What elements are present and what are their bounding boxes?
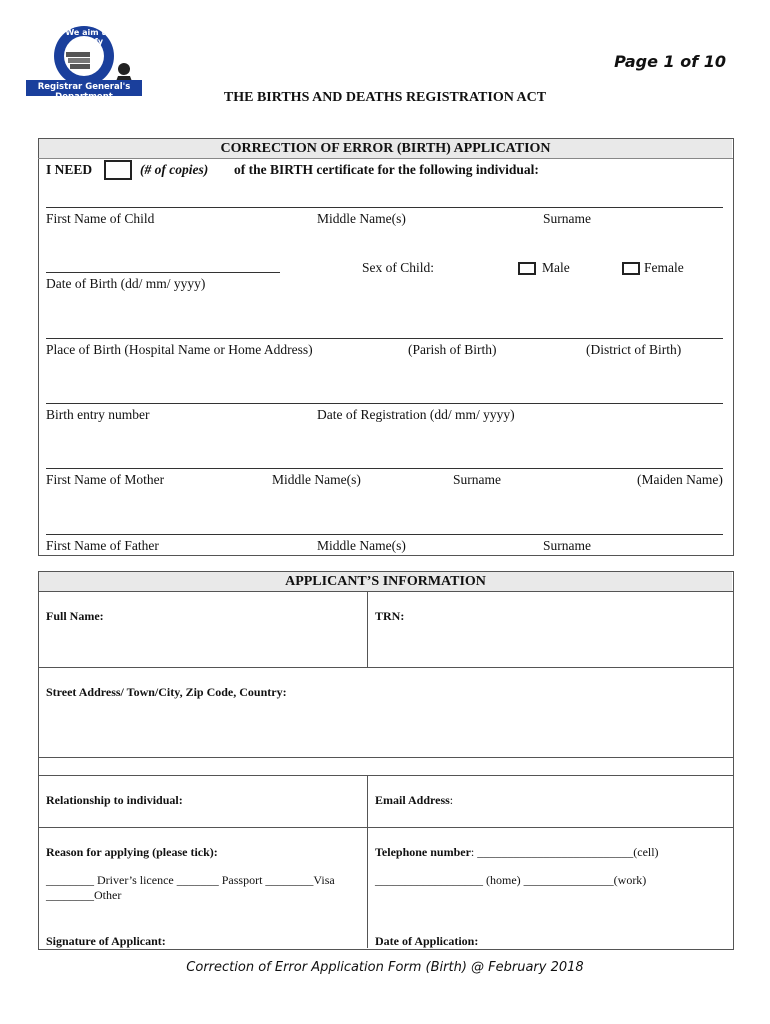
district-of-birth-label: (District of Birth) [586, 342, 682, 357]
copies-instruction: of the BIRTH certificate for the following individual: [234, 162, 539, 177]
mother-name-line[interactable] [46, 468, 723, 469]
birth-entry-line[interactable] [46, 403, 723, 404]
divider [38, 591, 733, 592]
date-of-birth-label: Date of Birth (dd/ mm/ yyyy) [46, 276, 206, 291]
male-label: Male [542, 260, 570, 275]
trn-field[interactable] [375, 626, 725, 662]
correction-title: CORRECTION OF ERROR (BIRTH) APPLICATION [39, 139, 732, 158]
female-label: Female [644, 260, 684, 275]
street-address-field[interactable] [46, 702, 726, 752]
middle-names-mother-label: Middle Name(s) [272, 472, 361, 487]
divider [38, 158, 733, 159]
copies-hint: (# of copies) [140, 162, 209, 177]
date-of-application-label: Date of Application: [375, 934, 479, 948]
telephone-label: Telephone number: __________________________(cell) [375, 845, 659, 859]
surname-mother-label: Surname [453, 472, 501, 487]
signature-label: Signature of Applicant: [46, 934, 166, 948]
sex-of-child-label: Sex of Child: [362, 260, 435, 275]
first-name-child-label: First Name of Child [46, 211, 155, 226]
first-name-mother-label: First Name of Mother [46, 472, 165, 487]
act-title: THE BIRTHS AND DEATHS REGISTRATION ACT [223, 90, 547, 105]
full-name-label: Full Name: [46, 609, 104, 623]
reason-label: Reason for applying (please tick): [46, 845, 218, 859]
divider [367, 592, 368, 667]
date-of-birth-line[interactable] [46, 272, 280, 273]
child-name-line[interactable] [46, 207, 723, 208]
page-number: Page 1 of 10 [614, 52, 726, 71]
first-name-father-label: First Name of Father [46, 538, 159, 553]
home-work-phone-line[interactable]: __________________ (home) _______________(work) [375, 873, 647, 887]
reason-options-line[interactable]: ________ Driver’s licence _______ Passport ________Visa [46, 873, 335, 887]
female-checkbox[interactable] [622, 262, 640, 275]
divider [367, 776, 368, 948]
place-of-birth-label: Place of Birth (Hospital Name or Home Address) [46, 342, 313, 357]
applicant-title: APPLICANT’S INFORMATION [39, 572, 732, 591]
male-checkbox[interactable] [518, 262, 536, 275]
surname-child-label: Surname [543, 211, 591, 226]
middle-names-father-label: Middle Name(s) [317, 538, 406, 553]
place-of-birth-line[interactable] [46, 338, 723, 339]
middle-names-child-label: Middle Name(s) [317, 211, 406, 226]
street-address-label: Street Address/ Town/City, Zip Code, Country: [46, 685, 287, 699]
divider [38, 827, 733, 828]
divider [38, 757, 733, 758]
logo-motto: We aim to satisfy [65, 28, 111, 46]
copies-count-input[interactable] [104, 160, 132, 180]
divider [38, 667, 733, 668]
maiden-name-label: (Maiden Name) [637, 472, 723, 487]
divider [38, 775, 733, 776]
full-name-field[interactable] [46, 626, 360, 662]
trn-label: TRN: [375, 609, 405, 623]
surname-father-label: Surname [543, 538, 591, 553]
father-name-line[interactable] [46, 534, 723, 535]
parish-of-birth-label: (Parish of Birth) [408, 342, 497, 357]
reason-other-option[interactable]: ________Other [46, 888, 122, 902]
logo-department-name: Registrar General's Department [37, 82, 131, 102]
i-need-label: I NEED [46, 162, 93, 177]
email-label: Email Address: [375, 793, 454, 807]
date-of-registration-label: Date of Registration (dd/ mm/ yyyy) [317, 407, 515, 422]
birth-entry-number-label: Birth entry number [46, 407, 150, 422]
relationship-label: Relationship to individual: [46, 793, 183, 807]
footer-text: Correction of Error Application Form (Birth) @ February 2018 [186, 960, 584, 975]
